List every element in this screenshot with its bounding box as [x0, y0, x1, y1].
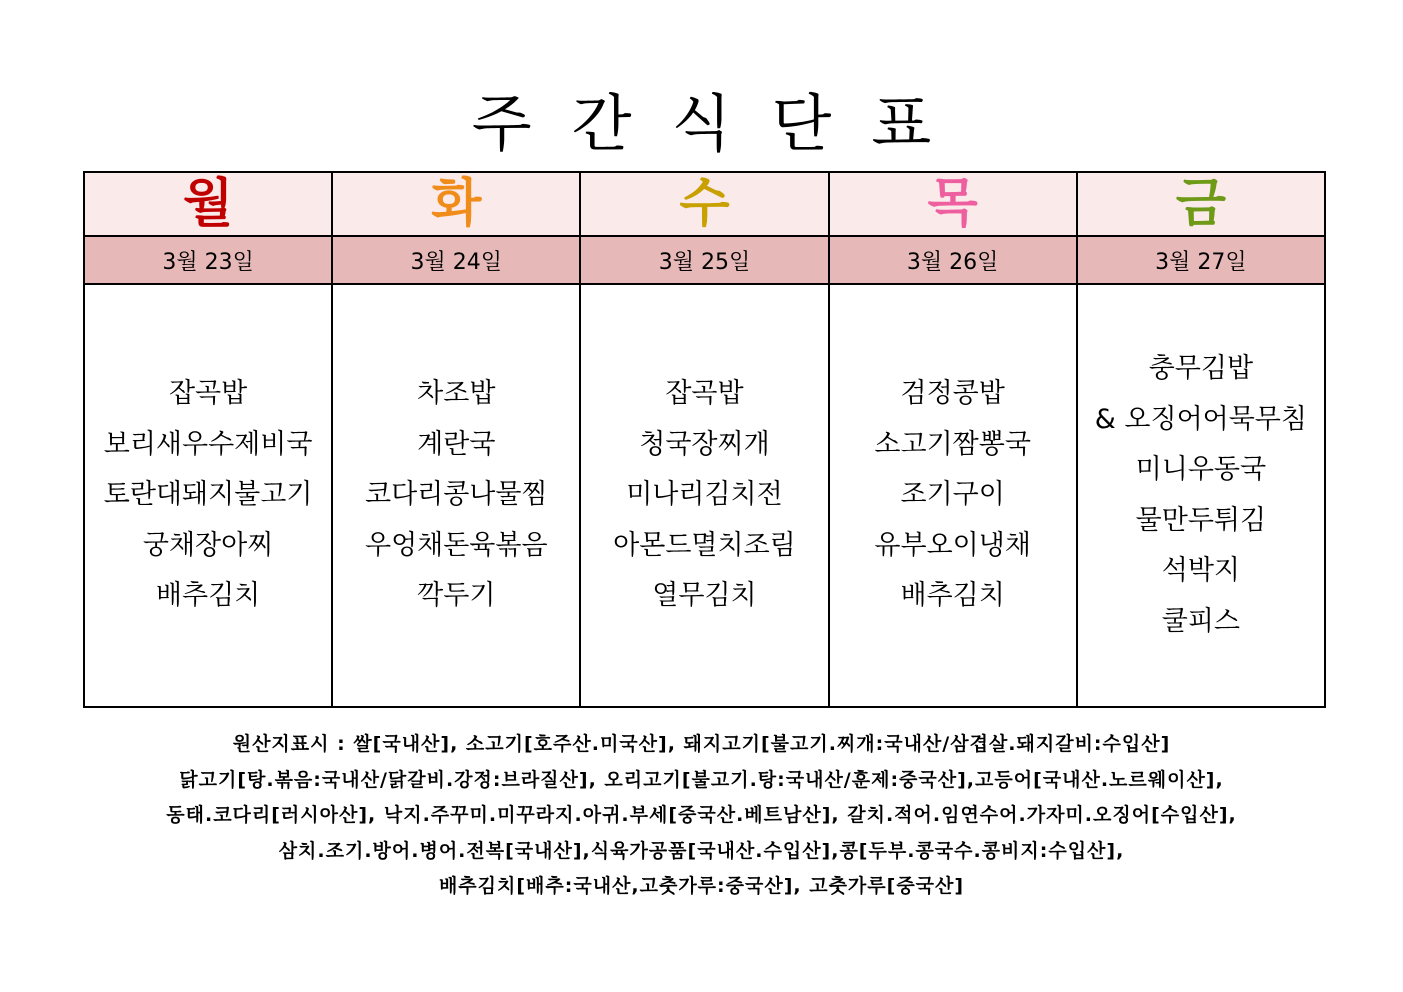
- meal-item: 소고기짬뽕국: [874, 428, 1031, 460]
- meal-item: 석박지: [1161, 555, 1240, 586]
- meal-item: 쿨피스: [1161, 605, 1240, 637]
- date-row: [84, 236, 1325, 284]
- meal-item: 잡곡밥: [168, 378, 248, 410]
- meal-row: [84, 284, 1325, 707]
- day-header-mon: 월: [84, 172, 332, 236]
- meal-item: 차조밥: [417, 378, 496, 410]
- page-title: 주간식단표: [471, 87, 972, 160]
- date-mon: 3월 23일: [84, 236, 332, 284]
- date-wed: 3월 25일: [580, 236, 828, 284]
- meal-item: 미나리김치전: [626, 479, 783, 511]
- meal-item: & 오징어어묵무침: [1094, 403, 1307, 435]
- day-header-thu: 목: [829, 172, 1077, 236]
- meal-item: 코다리콩나물찜: [364, 479, 548, 511]
- meals-wed: [580, 284, 828, 707]
- meals-thu: [829, 284, 1077, 707]
- meal-item: 깍두기: [417, 580, 496, 612]
- meal-item: 배추김치: [900, 580, 1005, 612]
- date-tue: 3월 24일: [332, 236, 580, 284]
- meal-item: 아몬드멸치조림: [613, 529, 796, 561]
- meal-item: 열무김치: [652, 580, 757, 612]
- meal-item: 검정콩밥: [900, 378, 1005, 410]
- origin-labeling-notice: [0, 727, 1403, 905]
- meal-item: 충무김밥: [1148, 353, 1254, 384]
- meal-item: 잡곡밥: [665, 378, 744, 410]
- meal-item: 미니우동국: [1135, 454, 1267, 485]
- meals-tue: [332, 284, 580, 707]
- meal-item: 계란국: [417, 428, 496, 460]
- day-header-wed: 수: [580, 172, 828, 236]
- origin-line: 배추김치[배추:국내산,고춧가루:중국산], 고춧가루[중국산]: [438, 875, 965, 897]
- meal-item: 물만두튀김: [1135, 504, 1267, 536]
- weekly-menu-table: [83, 171, 1326, 708]
- origin-line: 삼치.조기.방어.병어.전복[국내산],식육가공품[국내산.수입산],콩[두부.콩국수.콩비지:수입산],: [278, 839, 1125, 862]
- meal-item: 우엉채돈육볶음: [364, 529, 548, 561]
- meal-item: 청국장찌개: [639, 428, 770, 460]
- date-thu: 3월 26일: [829, 236, 1077, 284]
- meal-item: 토란대돼지불고기: [103, 479, 313, 511]
- meal-item: 궁채장아찌: [142, 529, 274, 561]
- origin-line: 동태.코다리[러시아산], 낙지.주꾸미.미꾸라지.아귀.부세[중국산.베트남산], 갈치.적어.임연수어.가자미.오징어[수입산],: [166, 804, 1237, 826]
- meal-item: 유부오이냉채: [874, 529, 1031, 561]
- date-fri: 3월 27일: [1077, 236, 1325, 284]
- meal-item: 배추김치: [155, 580, 261, 612]
- meal-item: 조기구이: [900, 479, 1005, 511]
- meals-fri: [1077, 284, 1325, 707]
- meals-mon: [84, 284, 332, 707]
- day-header-fri: 금: [1077, 172, 1325, 236]
- origin-line: 닭고기[탕.볶음:국내산/닭갈비.강정:브라질산], 오리고기[불고기.탕:국내산/훈제:중국산],고등어[국내산.노르웨이산],: [179, 768, 1224, 791]
- weekday-row: [84, 172, 1325, 236]
- meal-item: 보리새우수제비국: [103, 428, 313, 460]
- day-header-tue: 화: [332, 172, 580, 236]
- origin-line: 원산지표시 : 쌀[국내산], 소고기[호주산.미국산], 돼지고기[불고기.찌개:국내산/삼겹살.돼지갈비:수입산]: [232, 733, 1171, 755]
